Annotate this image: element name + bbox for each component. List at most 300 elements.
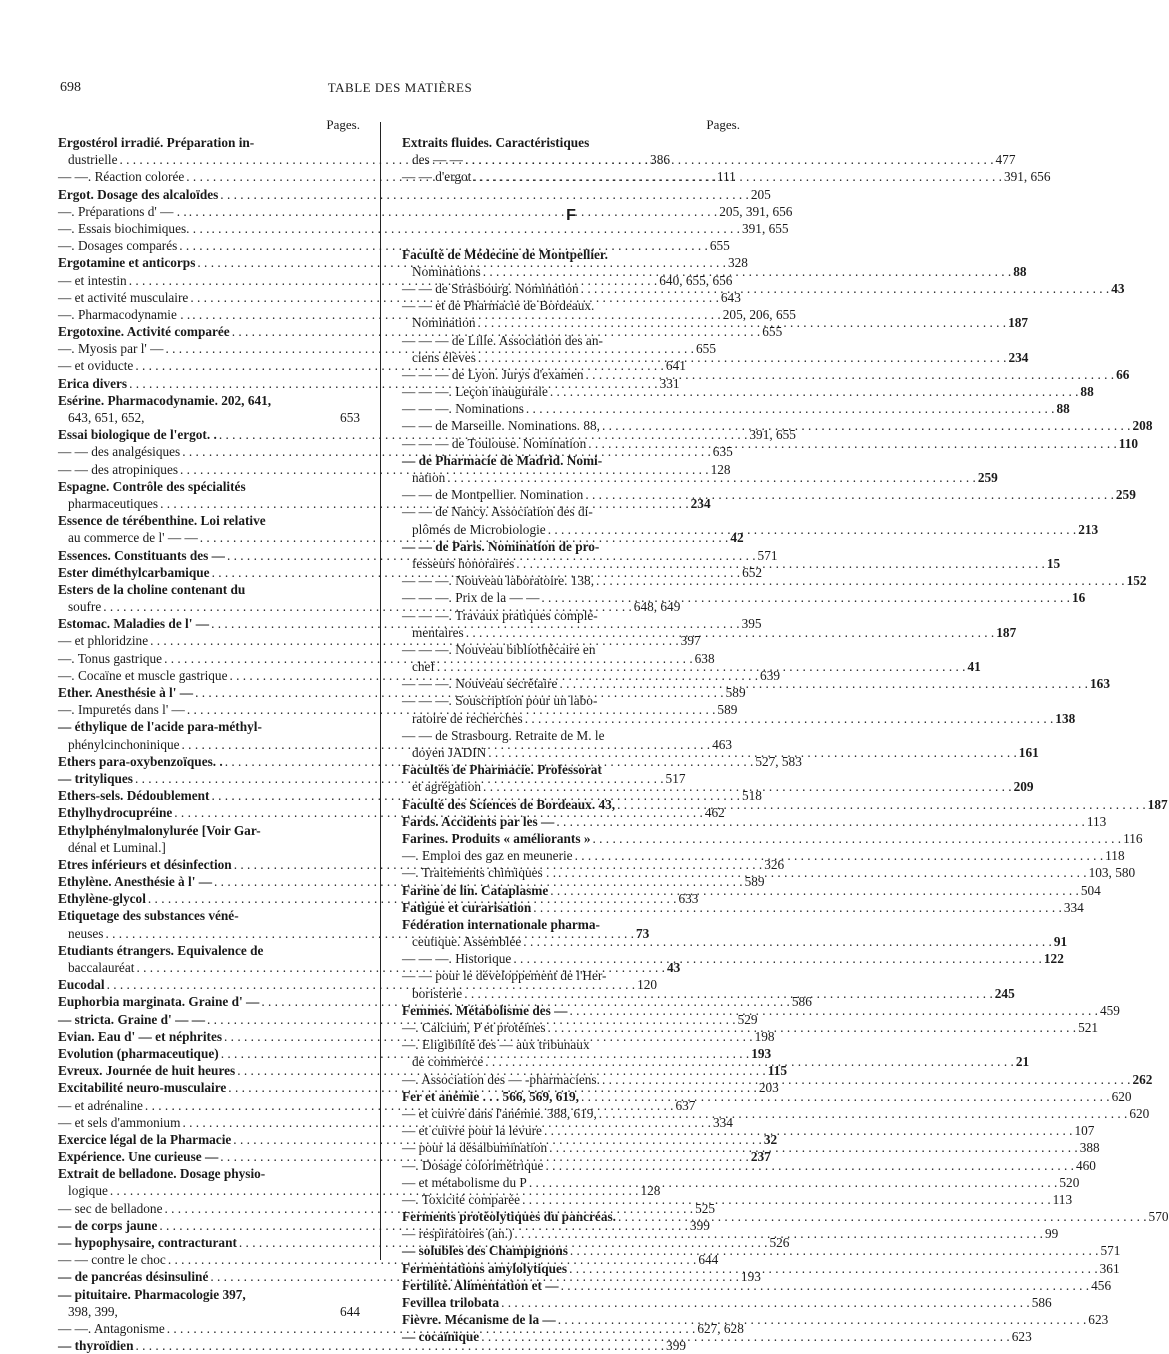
dot-leader [513, 950, 1042, 967]
entry-pages: 391, 655 [749, 427, 796, 443]
entry-text: Etiquetage des substances véné- [58, 908, 239, 924]
entry-pages: 635 [712, 444, 733, 460]
dot-leader [581, 1088, 1110, 1105]
entry-text: — solubles des Champignons [402, 1243, 568, 1259]
entry-text: —. Dosage colorimétrique [402, 1157, 544, 1173]
entry-text: —. Cocaïne et muscle gastrique [58, 667, 228, 683]
entry-pages: 386 [650, 152, 670, 168]
entry-pages: 653 [340, 410, 360, 425]
dot-leader [558, 1311, 1087, 1328]
entry-text: — et sels d'ammonium [58, 1114, 181, 1130]
entry-pages: 639 [760, 667, 780, 683]
index-entry [402, 151, 1016, 168]
entry-text: Ethylhydrocupréine [58, 805, 173, 821]
index-entry [58, 478, 360, 495]
entry-text: — pour la désalbumination [402, 1140, 548, 1156]
entry-text: Evian. Eau d' — et néphrites [58, 1028, 223, 1044]
entry-text: — — de Nancy. Association des di- [402, 504, 593, 520]
entry-text: —. Toxicité comparée [402, 1191, 521, 1207]
entry-pages: 520 [1059, 1174, 1080, 1190]
index-entry [402, 452, 740, 469]
entry-pages: 122 [1043, 951, 1064, 967]
entry-pages: 21 [1015, 1054, 1030, 1070]
index-entry [402, 589, 1086, 606]
entry-text: — et intestin [58, 272, 127, 288]
index-entry [402, 710, 1076, 727]
entry-pages: 644 [698, 1252, 719, 1268]
index-entry [58, 203, 793, 220]
entry-pages: 99 [1044, 1226, 1059, 1242]
entry-pages: 571 [1100, 1243, 1121, 1259]
entry-pages: 116 [1123, 830, 1143, 846]
entry-pages: 205, 391, 656 [719, 203, 793, 219]
entry-text: Erica divers [58, 375, 128, 391]
dot-leader [617, 796, 1146, 813]
entry-text: — — contre le choc [58, 1252, 166, 1268]
entry-text: — sec de belladone [58, 1200, 163, 1216]
entry-text: — respiratoires (an.) [402, 1226, 513, 1242]
entry-text: Fer et anémie . . . 566, 569, 619, [402, 1088, 580, 1104]
dot-leader [483, 778, 1012, 795]
entry-text: — thyroïdien [58, 1338, 134, 1354]
dot-leader [466, 624, 995, 641]
entry-text: dustrielle [68, 152, 118, 168]
dot-leader [478, 349, 1007, 366]
dot-leader [550, 882, 1079, 899]
entry-text: Extrait de belladone. Dosage physio- [58, 1166, 266, 1182]
entry-pages: 570 [1148, 1209, 1169, 1225]
entry-pages: 641 [665, 358, 686, 374]
entry-text: — — — de Lyon. Jurys d'examen [402, 366, 584, 382]
entry-text: — — et de Pharmacie de Bordeaux. [402, 298, 595, 314]
entry-pages: 203 [758, 1080, 779, 1096]
entry-text: Ethers-sels. Dédoublement [58, 788, 210, 804]
entry-text: Fatigue et curarisation [402, 899, 532, 915]
entry-text: —. Pharmacodynamie . . [58, 306, 191, 322]
dot-leader [447, 469, 976, 486]
index-entry [402, 168, 1051, 185]
dot-leader [525, 710, 1054, 727]
entry-pages: 110 [1118, 435, 1139, 451]
entry-text: Expérience. Une curieuse — [58, 1149, 219, 1165]
entry-pages: 627, 628 [697, 1320, 744, 1336]
dot-leader [516, 555, 1045, 572]
index-entry [58, 409, 360, 426]
entry-pages: 399 [689, 1217, 710, 1233]
entry-text: — cocaïnique [402, 1329, 480, 1345]
page-header [60, 80, 740, 100]
entry-pages: 589 [725, 685, 746, 700]
entry-text: ratoire de recherches [412, 710, 523, 726]
entry-text: — éthylique de l'acide para-méthyl- [58, 719, 262, 735]
entry-text: Ergotamine et anticorps [58, 255, 196, 271]
entry-text: — de pancréas désinsuliné [58, 1269, 209, 1285]
dot-leader [523, 933, 1052, 950]
entry-pages: 111 [716, 169, 736, 185]
entry-text: Ferments protéolytiques du pancréas. [402, 1209, 616, 1225]
entry-text: — et activité musculaire [58, 289, 189, 305]
index-entry [402, 830, 1143, 847]
dot-leader [544, 1122, 1073, 1139]
entry-text: — — —. Historique [402, 951, 512, 967]
dot-leader [545, 1157, 1074, 1174]
index-entry [402, 332, 740, 349]
entry-text: — — de Strasbourg. Nomination [402, 280, 579, 296]
page-number: 698 [60, 80, 81, 95]
entry-text: Faculté de Médecine de Montpellier. [402, 246, 608, 262]
dot-leader [588, 435, 1117, 452]
entry-pages: 334 [713, 1114, 733, 1130]
entry-pages: 262 [1132, 1071, 1153, 1087]
entry-pages: 638 [694, 650, 715, 666]
dot-leader [599, 1105, 1128, 1122]
index-entry [58, 942, 360, 959]
entry-text: Euphorbia marginata. Graine d' — [58, 994, 260, 1010]
entry-text: Essai biologique de l'ergot. . [58, 427, 217, 443]
entry-text: — — — de Lille. Association des an- [402, 332, 603, 348]
entry-text: Extraits fluides. Caractéristiques [402, 135, 590, 150]
index-entry [58, 718, 360, 735]
entry-text: Fédération internationale pharma- [402, 916, 600, 932]
entry-pages: 88 [1056, 401, 1070, 417]
entry-pages: 118 [1105, 848, 1125, 864]
entry-text: —. Impuretés dans l' — [58, 702, 185, 718]
entry-text: Etres inférieurs et désinfection [58, 856, 232, 872]
index-entry [402, 899, 1084, 916]
index-entry [58, 186, 771, 203]
entry-text: Ethylène. Anesthésie à l' — [58, 874, 213, 890]
index-entry [58, 134, 360, 151]
dot-leader [483, 263, 1012, 280]
dot-leader [596, 572, 1125, 589]
index-entry [58, 839, 360, 856]
entry-text: — et adrénaline [58, 1097, 143, 1113]
index-entry [402, 1208, 1169, 1225]
entry-pages: 15 [1046, 555, 1061, 571]
entry-text: Ergotoxine. Activité comparée [58, 324, 230, 340]
dot-leader [559, 675, 1088, 692]
entry-text: — — des analgésiques [58, 444, 181, 460]
entry-text: plômés de Microbiologie [412, 521, 546, 537]
dot-leader [437, 658, 966, 675]
dot-leader [501, 1294, 1030, 1311]
entry-text: Nominations [412, 263, 481, 279]
entry-pages: 391, 655 [742, 220, 789, 236]
entry-text: soufre [68, 599, 102, 615]
entry-pages: 529 [737, 1011, 758, 1027]
entry-text: —. Dosages comparés [58, 238, 178, 254]
entry-pages: 259 [1115, 487, 1136, 503]
entry-pages: 655 [696, 341, 716, 357]
entry-text: Ergot. Dosage des alcaloïdes [58, 186, 219, 202]
entry-text: Ethylphénylmalonylurée [Voir Gar- [58, 822, 261, 838]
entry-text: — — —. Nouveau bibliothécaire en [402, 641, 596, 657]
entry-text: —. Eligibilité des — aux tribunaux [402, 1037, 590, 1053]
entry-pages: 107 [1074, 1123, 1095, 1139]
entry-text: Esters de la choline contenant du [58, 581, 246, 597]
index-entry [402, 727, 740, 744]
entry-pages: 213 [1078, 521, 1099, 537]
index-entry [402, 813, 1107, 830]
entry-pages: 234 [1008, 349, 1029, 365]
entry-text: ceutique. Assemblée [412, 934, 522, 950]
index-entries-right-e [402, 134, 1051, 186]
entry-text: Farine de lin. Cataplasme [402, 882, 549, 898]
entry-text: Espagne. Contrôle des spécialités [58, 478, 246, 494]
entry-pages: 640, 655, 656 [659, 272, 733, 288]
index-entry [58, 907, 360, 924]
entry-text: — — de Montpellier. Nomination [402, 487, 584, 503]
entry-text: — — —. Nouveau laboratoire. 138, [402, 573, 595, 589]
entry-text: Evreux. Journée de huit heures [58, 1063, 236, 1079]
entry-text: Fards. Accidents par les — [402, 813, 555, 829]
entry-pages: 32 [763, 1131, 778, 1147]
entry-text: — hypophysaire, contracturant [58, 1235, 237, 1250]
entry-text: — — de Paris. Nomination de pro- [402, 538, 600, 554]
entry-text: — et métabolisme du P [402, 1174, 527, 1190]
entry-pages: 460 [1076, 1157, 1096, 1173]
entry-text: Ethers para-oxybenzoïques. . [58, 753, 223, 769]
index-entry [58, 822, 360, 839]
index-entry [58, 581, 360, 598]
entry-pages: 623 [1088, 1312, 1109, 1328]
entry-pages: 586 [791, 994, 812, 1010]
entry-pages: 128 [640, 1183, 661, 1199]
entry-text: mentaires [412, 624, 464, 640]
dot-leader [481, 1328, 1010, 1345]
entry-text: —. Emploi des gaz en meunerie [402, 848, 573, 864]
entry-pages: 399 [666, 1338, 686, 1354]
entry-pages: 637 [675, 1097, 696, 1113]
entry-text: Fermentations amylolytiques [402, 1260, 568, 1276]
entry-pages: 128 [710, 461, 731, 477]
index-entry [402, 1294, 1052, 1311]
entry-pages: 187 [996, 624, 1017, 640]
entry-text: — — pour le développement de l'Her- [402, 968, 607, 984]
index-entry [402, 297, 740, 314]
index-entry [402, 134, 740, 151]
dot-leader [514, 1225, 1043, 1242]
entry-pages: 643 [720, 289, 741, 305]
entry-text: Excitabilité neuro-musculaire [58, 1080, 227, 1096]
entry-pages: 42 [730, 530, 744, 546]
dot-leader [618, 1208, 1147, 1225]
entry-text: — — —. Nouveau secrétaire [402, 676, 558, 692]
entry-text: Fertilité. Alimentation et — [402, 1277, 559, 1293]
entry-text: —. Essais biochimiques. . . . [58, 220, 210, 236]
entry-pages: 459 [1100, 1002, 1120, 1018]
entry-text: — et phloridzine [58, 633, 149, 649]
dot-leader [465, 151, 994, 168]
entry-pages: 245 [994, 985, 1015, 1001]
entry-pages: 161 [1018, 745, 1039, 760]
entry-text: de commerce [412, 1054, 484, 1070]
dot-leader [602, 1071, 1131, 1088]
dot-leader [570, 1242, 1099, 1259]
entry-text: Ergostérol irradié. Préparation in- [58, 135, 255, 150]
dot-leader [548, 521, 1077, 538]
dot-leader [548, 1019, 1077, 1036]
entry-text: doyen JADIN [412, 745, 487, 760]
entry-pages: 73 [636, 925, 650, 941]
entry-text: —. Myosis par l' — [58, 341, 164, 357]
index-entry [402, 400, 1070, 417]
entry-text: Faculté des Sciences de Bordeaux. 43, [402, 796, 616, 812]
entry-pages: 113 [1052, 1191, 1073, 1207]
index-entry [402, 538, 740, 555]
entry-text: baccalauréat [68, 960, 135, 975]
entry-text: — de corps jaune [58, 1217, 158, 1233]
entry-text: Ester diméthylcarbamique [58, 564, 210, 580]
dot-leader [586, 366, 1115, 383]
dot-leader [526, 400, 1055, 417]
entry-pages: 331 [659, 375, 680, 391]
dot-leader [533, 899, 1062, 916]
dot-leader [581, 280, 1110, 297]
entry-pages: 456 [1091, 1277, 1112, 1293]
entry-text: — stricta. Graine d' — — [58, 1011, 205, 1027]
entry-text: dénal et Luminal.] [68, 839, 166, 855]
entry-text: Etudiants étrangers. Equivalence de [58, 942, 264, 958]
entry-pages: 88 [1013, 263, 1027, 279]
entry-text: logique [68, 1183, 108, 1199]
entry-pages: 517 [665, 770, 686, 786]
running-title: TABLE DES MATIÈRES [327, 80, 473, 95]
entry-pages: 43 [667, 960, 681, 975]
index-entry [402, 641, 740, 658]
entry-text: des — — [412, 152, 463, 168]
entry-text: au commerce de l' — — [68, 530, 198, 546]
entry-text: — — des atropiniques [58, 461, 179, 477]
entry-pages: 120 [637, 977, 658, 993]
entry-pages: 655 [762, 324, 783, 340]
entry-pages: 113 [1086, 813, 1107, 829]
entry-pages: 91 [1053, 934, 1068, 950]
entry-pages: 193 [740, 1269, 761, 1285]
entry-pages: 205, 206, 655 [722, 306, 796, 322]
entry-pages: 620 [1129, 1105, 1150, 1121]
entry-pages: 388 [1079, 1140, 1100, 1156]
entry-text: — — —. Souscription pour un labo- [402, 693, 598, 709]
dot-leader [485, 1053, 1014, 1070]
entry-pages: 462 [704, 805, 725, 821]
entry-pages: 395 [741, 616, 762, 632]
index-entry [402, 246, 740, 263]
dot-leader [529, 1174, 1058, 1191]
index-entry [402, 1191, 1073, 1208]
entry-text: — pituitaire. Pharmacologie 397, [58, 1286, 246, 1302]
entry-pages: 43 [1111, 280, 1125, 296]
dot-leader [464, 985, 993, 1002]
entry-text: neuses [68, 925, 104, 941]
index-entry [402, 607, 740, 624]
entry-text: pharmaceutiques [68, 495, 159, 511]
index-entry [402, 950, 1064, 967]
dot-leader [549, 1139, 1078, 1156]
entry-pages: 334 [1063, 899, 1084, 915]
entry-text: —. Traitements chimiques . . [402, 865, 557, 881]
index-entry [58, 220, 789, 237]
entry-text: —. Préparations d' — . . [58, 203, 187, 219]
entry-text: — — d'ergot [402, 169, 472, 185]
entry-text: —. Association des — -pharmaciens. [402, 1071, 600, 1087]
index-entry [402, 349, 1029, 366]
entry-text: — — —. Leçon inaugurale [402, 384, 548, 400]
dot-leader [569, 1260, 1098, 1277]
entry-text: — et oviducte [58, 358, 134, 374]
entry-pages: 589 [744, 874, 765, 890]
pages-column-label: Pages. [326, 117, 360, 132]
entry-pages: 237 [750, 1149, 771, 1165]
entry-text: nation [412, 470, 446, 485]
entry-text: Evolution (pharmaceutique) [58, 1045, 219, 1061]
entry-text: Estomac. Maladies de l' — [58, 616, 210, 632]
entry-pages: 644 [340, 1303, 360, 1319]
index-entry [402, 916, 740, 933]
entry-pages: 504 [1080, 882, 1101, 898]
dot-leader [473, 168, 1002, 185]
entry-pages: 623 [1011, 1329, 1032, 1345]
index-entry [402, 486, 1136, 503]
entry-text: Exercice légal de la Pharmacie [58, 1131, 232, 1147]
dot-leader [575, 847, 1104, 864]
entry-text: — et cuivre pour la levure [402, 1123, 542, 1139]
entry-text: boristerie [412, 985, 463, 1001]
dot-leader [556, 813, 1085, 830]
entry-pages: 521 [1078, 1020, 1099, 1035]
entry-pages: 205 [750, 186, 771, 202]
index-entry [402, 967, 740, 984]
dot-leader [558, 864, 1087, 881]
entry-pages: 391, 656 [1003, 169, 1051, 185]
entry-text: fesseurs honoraires [412, 555, 515, 571]
dot-leader [593, 830, 1122, 847]
entry-pages: 463 [712, 736, 733, 752]
entry-text: — — de Marseille. Nominations. 88, [402, 418, 600, 434]
entry-text: Femmes. Métabolisme des — [402, 1002, 568, 1018]
index-entry [402, 469, 998, 486]
entry-text: phénylcinchoninique [68, 736, 180, 752]
pages-column-label: Pages. [706, 117, 740, 132]
dot-leader [569, 1002, 1098, 1019]
entry-pages: 209 [1013, 779, 1034, 795]
section-letter: F [566, 206, 576, 224]
entry-text: Essences. Constituants des — [58, 547, 225, 563]
entry-pages: 397 [680, 633, 701, 649]
index-entry [402, 383, 1094, 400]
entry-text: Eucodal [58, 977, 105, 993]
index-entry [58, 1303, 360, 1320]
index-entry [402, 366, 1130, 383]
entry-text: et agrégation [412, 779, 482, 795]
index-entry [402, 761, 740, 778]
entry-pages: 648, 649 [633, 599, 681, 615]
index-entry [402, 778, 1034, 795]
index-entry [58, 1165, 360, 1182]
dot-leader [550, 383, 1079, 400]
entry-text: — trityliques [58, 770, 133, 786]
entry-text: chef [412, 659, 435, 675]
entry-text: —. Calcium, P et protéines [402, 1020, 546, 1035]
entry-text: — — —. Travaux pratiques complé- [402, 607, 598, 623]
entry-pages: 193 [751, 1045, 772, 1061]
entry-text: — — —. Nominations [402, 401, 524, 417]
entry-pages: 88 [1080, 384, 1094, 400]
entry-text: 643, 651, 652, [68, 410, 145, 425]
index-entry [58, 1286, 360, 1303]
index-entry [402, 933, 1068, 950]
entry-text: Esérine. Pharmacodynamie. 202, 641, [58, 392, 272, 408]
